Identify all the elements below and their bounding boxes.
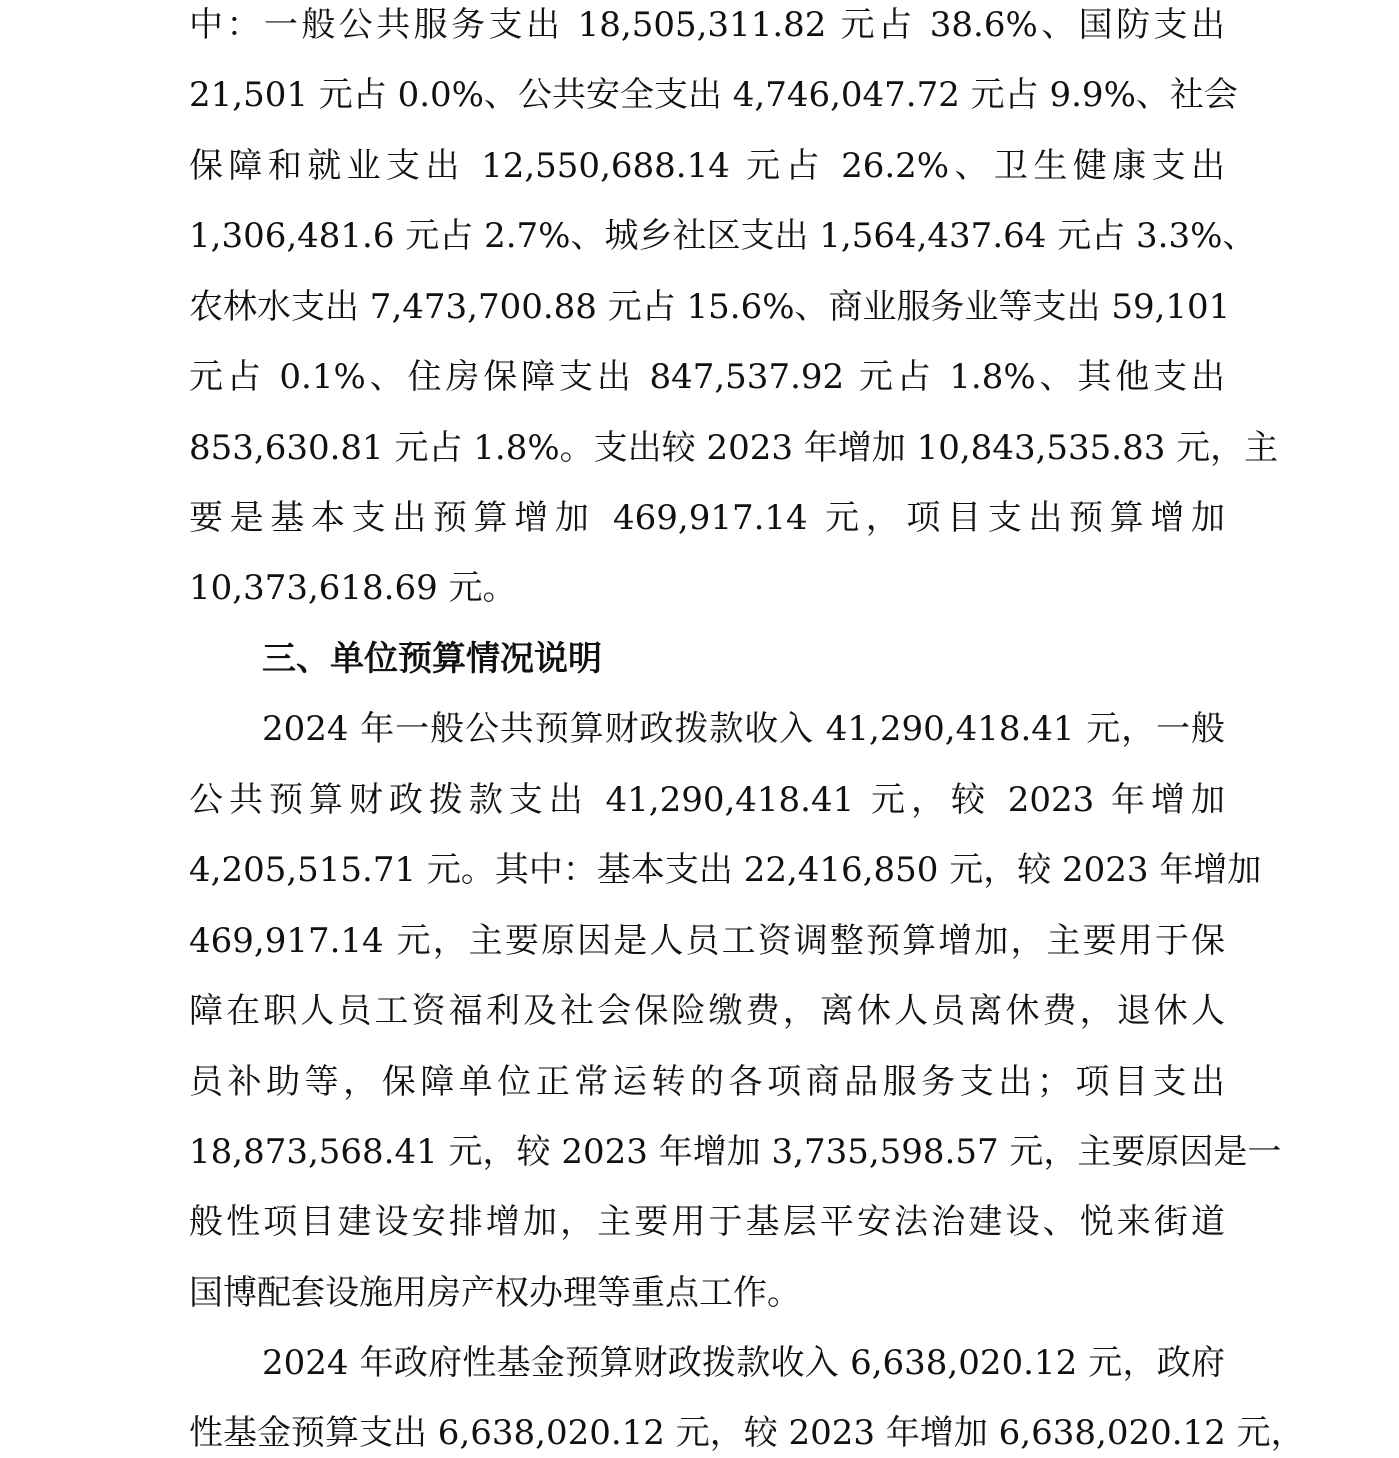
paragraph-line: 中：一般公共服务支出 18,505,311.82 元占 38.6%、国防支出	[189, 5, 1225, 45]
paragraph-line: 农林水支出 7,473,700.88 元占 15.6%、商业服务业等支出 59,101	[189, 287, 1231, 327]
paragraph-line: 元占 0.1%、住房保障支出 847,537.92 元占 1.8%、其他支出	[189, 357, 1225, 397]
paragraph-line: 4,205,515.71 元。其中：基本支出 22,416,850 元，较 2023 年增加	[189, 850, 1262, 890]
paragraph-line: 性基金预算支出 6,638,020.12 元，较 2023 年增加 6,638,020.12 元，	[189, 1413, 1305, 1453]
paragraph-line: 员补助等，保障单位正常运转的各项商品服务支出；项目支出	[189, 1062, 1225, 1102]
paragraph-line: 18,873,568.41 元，较 2023 年增加 3,735,598.57 元，主要原因是一	[189, 1132, 1282, 1172]
paragraph-line: 般性项目建设安排增加，主要用于基层平安法治建设、悦来街道	[189, 1202, 1225, 1242]
paragraph-line: 21,501 元占 0.0%、公共安全支出 4,746,047.72 元占 9.9%、社会	[189, 75, 1238, 115]
section-heading: 三、单位预算情况说明	[262, 639, 602, 679]
paragraph-line: 1,306,481.6 元占 2.7%、城乡社区支出 1,564,437.64 元占 3.3%、	[189, 216, 1257, 256]
paragraph-line: 10,373,618.69 元。	[189, 568, 517, 608]
paragraph-line: 障在职人员工资福利及社会保险缴费，离休人员离休费，退休人	[189, 991, 1225, 1031]
paragraph-line: 2024 年政府性基金预算财政拨款收入 6,638,020.12 元，政府	[262, 1343, 1225, 1383]
paragraph-line: 公共预算财政拨款支出 41,290,418.41 元，较 2023 年增加	[189, 780, 1225, 820]
paragraph-line: 469,917.14 元，主要原因是人员工资调整预算增加，主要用于保	[189, 921, 1225, 961]
paragraph-line: 853,630.81 元占 1.8%。支出较 2023 年增加 10,843,535.83 元，主	[189, 428, 1279, 468]
paragraph-line: 要是基本支出预算增加 469,917.14 元，项目支出预算增加	[189, 498, 1225, 538]
paragraph-line: 国博配套设施用房产权办理等重点工作。	[189, 1273, 801, 1313]
paragraph-line: 保障和就业支出 12,550,688.14 元占 26.2%、卫生健康支出	[189, 146, 1225, 186]
paragraph-line: 2024 年一般公共预算财政拨款收入 41,290,418.41 元，一般	[262, 709, 1225, 749]
